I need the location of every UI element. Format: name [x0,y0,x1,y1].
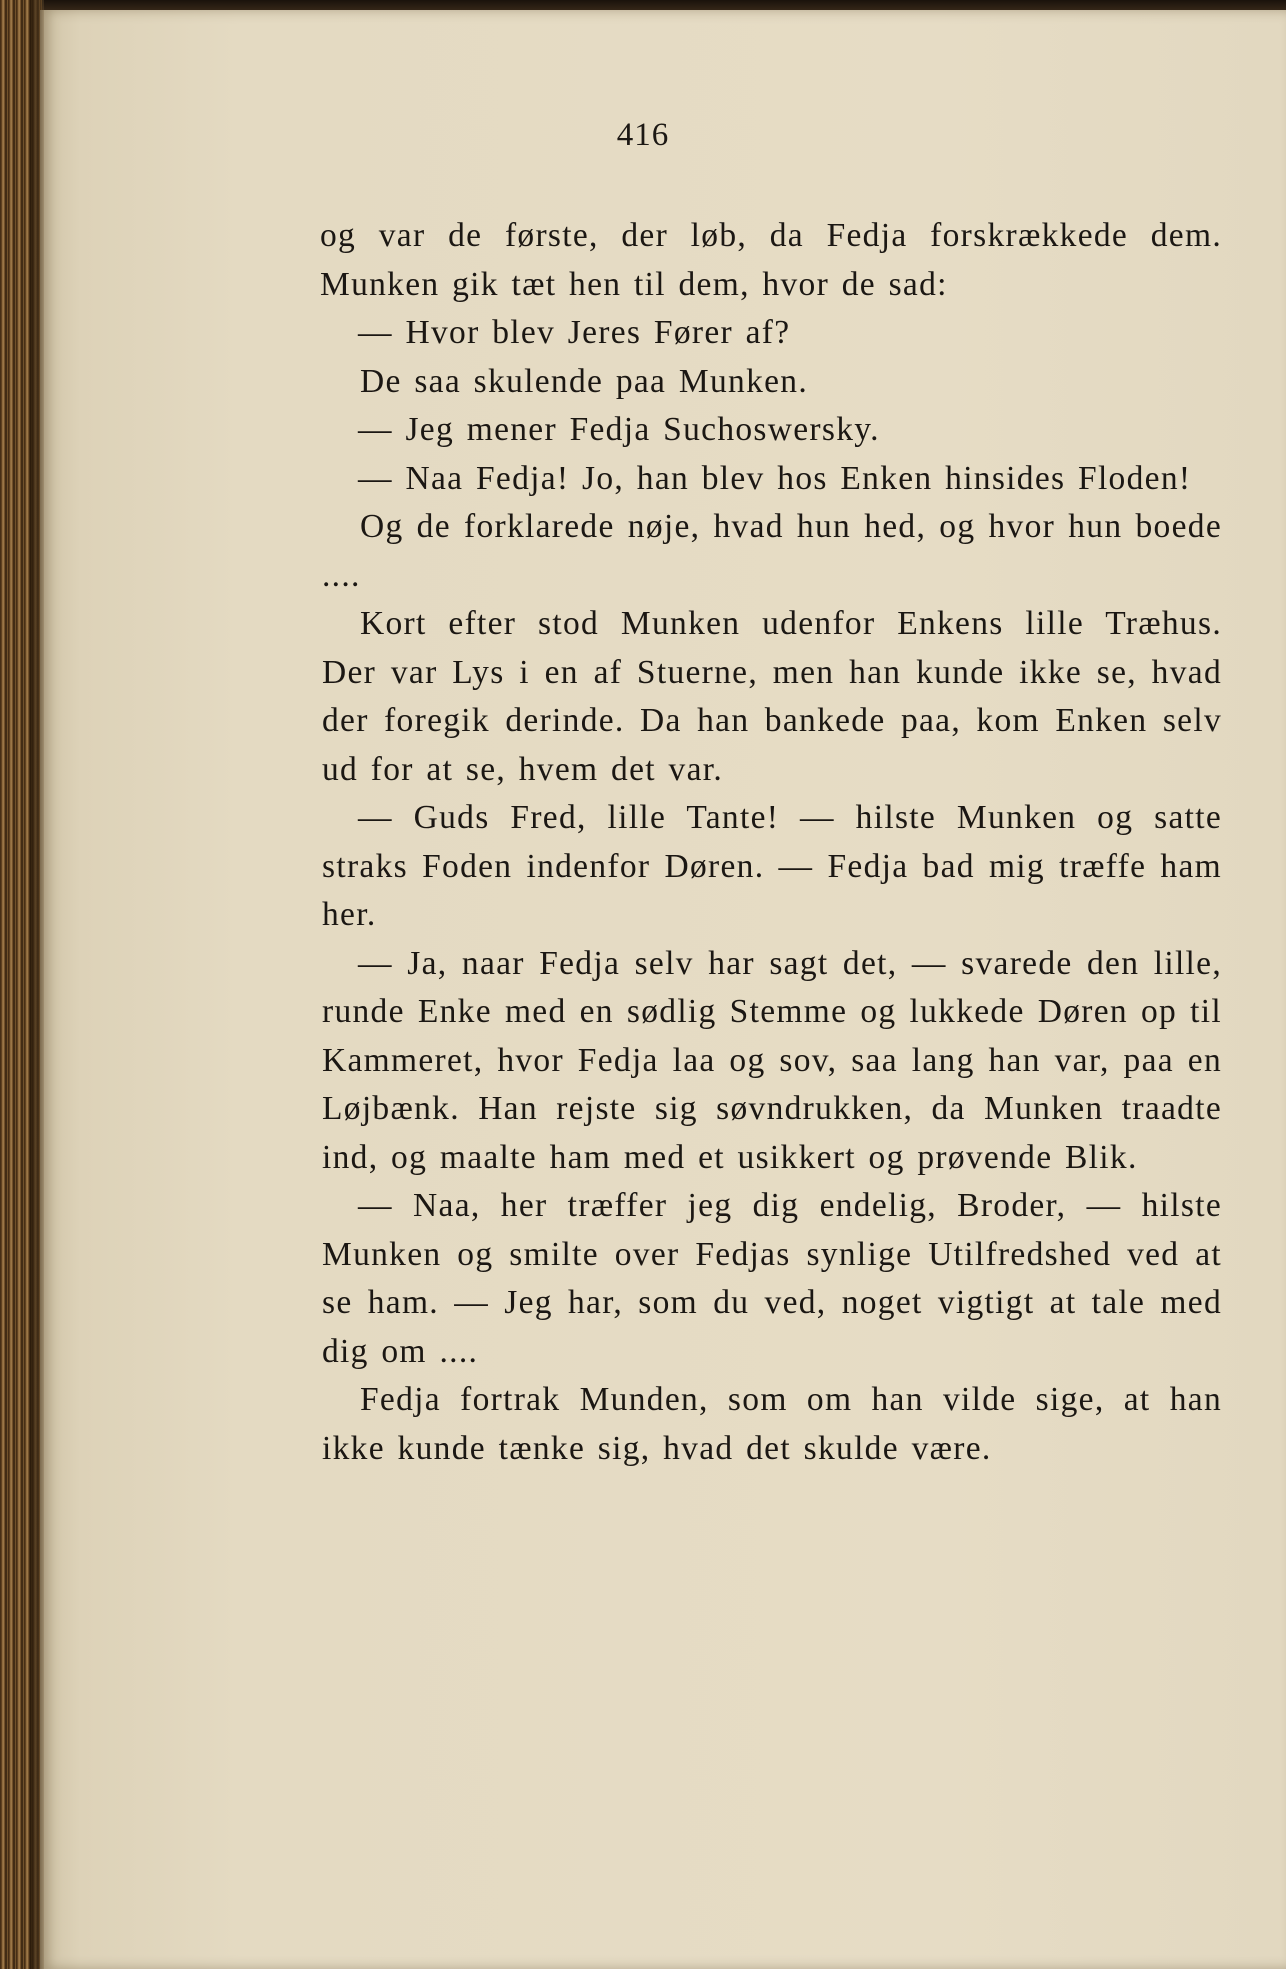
paragraph-11: Fedja fortrak Munden, som om han vilde sige, at han ikke kunde tænke sig, hvad det skulde være. [322,1381,1222,1467]
paragraph-2: — Hvor blev Jeres Fører af? [358,314,791,351]
paragraph-9: — Ja, naar Fedja selv har sagt det, — svarede den lille, runde Enke med en sødlig Stemme og lukkede Døren op til Kammeret, hvor Fedja laa og sov, saa lang han var, paa en Løjbænk. Han rejste sig søvndrukken, da Munken traadte ind, og maalte ham med et usikkert og prøvende Blik. [322,944,1222,1176]
paragraph-7: Kort efter stod Munken udenfor Enkens lille Træhus. Der var Lys i en af Stuerne, men han kunde ikke se, hvad der foregik derinde. Da han bankede paa, kom Enken selv ud for at se, hvem det var. [322,605,1222,788]
gutter-shadow [30,0,44,1969]
page-number: 416 [616,117,670,153]
paragraph-6: Og de forklarede nøje, hvad hun hed, og hvor hun boede .... [322,508,1222,594]
body-text [322,212,1222,1473]
paragraph-10: — Naa, her træffer jeg dig endelig, Broder, — hilste Munken og smilte over Fedjas synlige Utilfredshed ved at se ham. — Jeg har, som du ved, noget vigtigt at tale med dig om .... [322,1187,1222,1370]
paragraph-8: — Guds Fred, lille Tante! — hilste Munken og satte straks Foden indenfor Døren. — Fedja bad mig træffe ham her. [322,799,1222,933]
paragraph-3: De saa skulende paa Munken. [360,362,809,400]
paragraph-5: — Naa Fedja! Jo, han blev hos Enken hinsides Floden! [358,459,1192,497]
paragraph-1: og var de første, der løb, da Fedja forskrækkede dem. Munken gik tæt hen til dem, hvor de sad: [320,217,1222,303]
paragraph-4: — Jeg mener Fedja Suchoswersky. [358,411,880,448]
